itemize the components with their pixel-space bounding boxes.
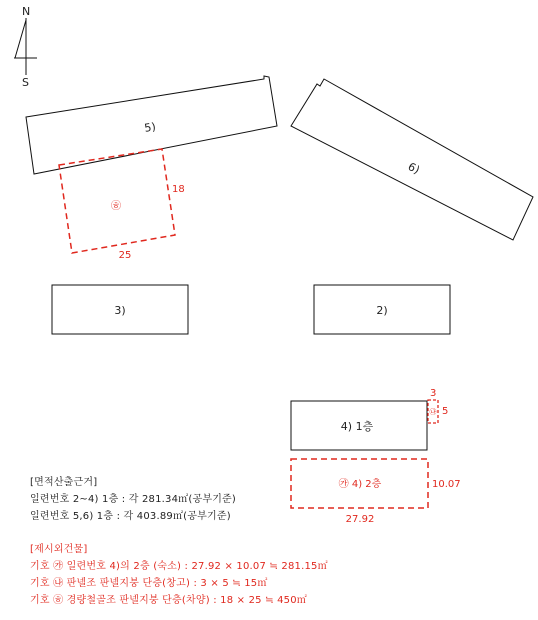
extra-buildings-notes bbox=[30, 541, 328, 609]
extra-buildings-line-3: 기호 ㉭ 경량철골조 판넬지붕 단층(차양) : 18 × 25 ≒ 450㎡ bbox=[30, 595, 307, 606]
building-6-label: 6) bbox=[405, 160, 422, 177]
extra-a-depth: 18 bbox=[172, 184, 185, 195]
extra-na-mark: ㉯ bbox=[429, 408, 437, 416]
extra-a-width: 25 bbox=[118, 250, 132, 261]
extra-buildings-heading: [제시외건물] bbox=[30, 544, 88, 555]
extra-na-top: 3 bbox=[430, 388, 437, 399]
extra-na-side: 5 bbox=[442, 406, 449, 417]
area-basis-line-2: 일련번호 5,6) 1층 : 각 403.89㎡(공부기준) bbox=[30, 511, 231, 522]
building-2-label: 2) bbox=[376, 304, 388, 317]
extra-a-mark: ㉭ bbox=[111, 201, 121, 212]
building-5-label: 5) bbox=[143, 120, 157, 135]
north-arrow-icon bbox=[14, 5, 37, 89]
area-basis-heading: [면적산출근거] bbox=[30, 477, 98, 488]
north-label: N bbox=[22, 5, 31, 18]
building-3-label: 3) bbox=[114, 304, 126, 317]
extra-buildings-line-2: 기호 ㉯ 판넬조 판넬지붕 단층(창고) : 3 × 5 ≒ 15㎡ bbox=[30, 578, 268, 589]
extra-ga-width: 27.92 bbox=[345, 514, 375, 525]
extra-ga-depth: 10.07 bbox=[432, 479, 461, 490]
area-basis-line-1: 일련번호 2~4) 1층 : 각 281.34㎡(공부기준) bbox=[30, 494, 237, 505]
extra-buildings-line-1: 기호 ㉮ 일련번호 4)의 2층 (숙소) : 27.92 × 10.07 ≒ 281.15㎡ bbox=[30, 561, 328, 572]
building-4-label: 4) 1층 bbox=[340, 420, 374, 433]
area-basis-notes bbox=[30, 474, 236, 525]
extra-ga-label: ㉮ 4) 2층 bbox=[338, 479, 382, 490]
south-label: S bbox=[22, 76, 29, 89]
